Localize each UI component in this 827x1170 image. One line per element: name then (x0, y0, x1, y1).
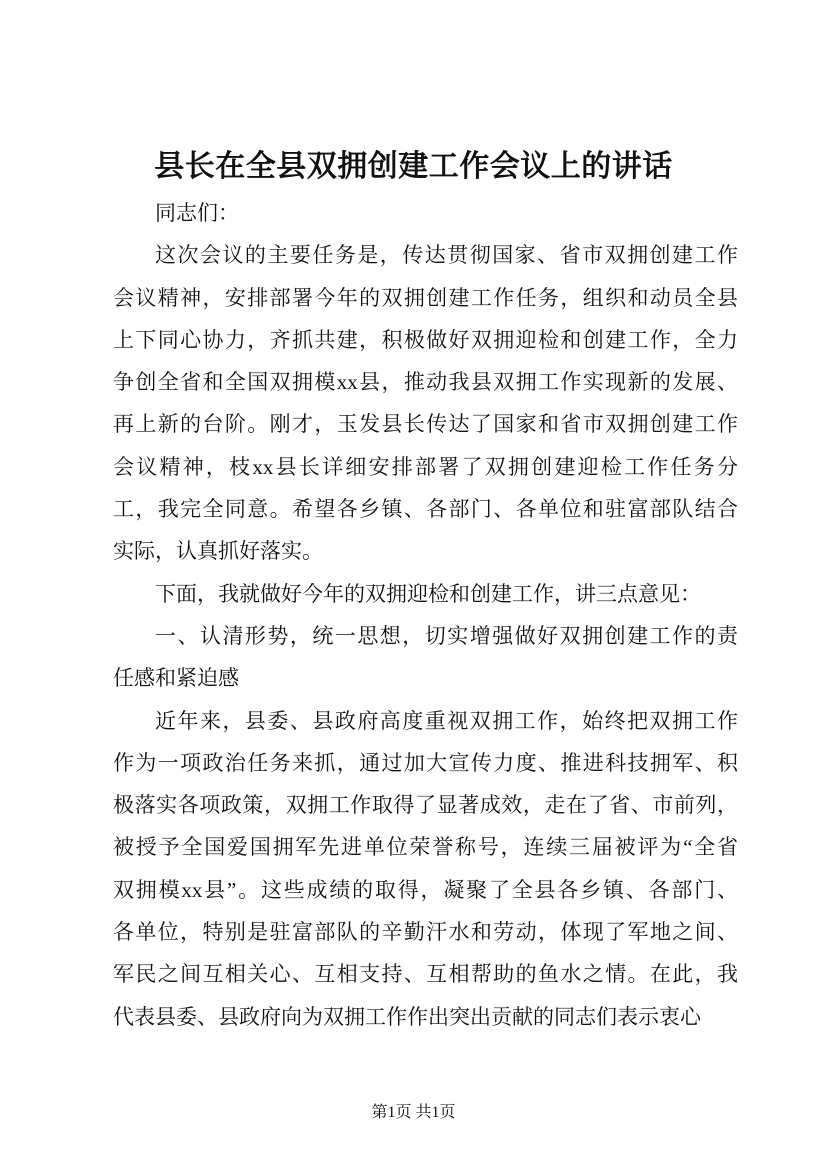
paragraph (113, 700, 738, 1038)
paragraph (113, 615, 738, 700)
text-line: 各单位，特别是驻富部队的辛勤汗水和劳动，体现了军地之间、 (113, 920, 738, 945)
text-line: 一、认清形势，统一思想，切实增强做好双拥创建工作的责 (155, 623, 738, 648)
paragraph (113, 192, 738, 234)
text-line: 同志们： (155, 201, 239, 225)
text-line: 会议精神，安排部署今年的双拥创建工作任务，组织和动员全县 (113, 285, 738, 310)
text-line: 再上新的台阶。刚才，玉发县长传达了国家和省市双拥创建工作 (113, 412, 738, 437)
text-line: 实际，认真抓好落实。 (113, 539, 323, 564)
text-line: 工，我完全同意。希望各乡镇、各部门、各单位和驻富部队结合 (113, 497, 738, 522)
paragraph (113, 234, 738, 572)
text-line: 会议精神，枝xx县长详细安排部署了双拥创建迎检工作任务分 (113, 454, 738, 479)
text-line: 下面，我就做好今年的双拥迎检和创建工作，讲三点意见： (155, 581, 701, 606)
text-line: 双拥模xx县”。这些成绩的取得，凝聚了全县各乡镇、各部门、 (113, 877, 738, 902)
page-footer: 第1页 共1页 (371, 1104, 456, 1121)
text-line: 这次会议的主要任务是，传达贯彻国家、省市双拥创建工作 (155, 243, 738, 268)
text-line: 极落实各项政策，双拥工作取得了显著成效，走在了省、市前列， (113, 793, 738, 818)
text-line: 作为一项政治任务来抓，通过加大宣传力度、推进科技拥军、积 (113, 750, 738, 775)
text-line: 任感和紧迫感 (113, 666, 239, 691)
text-line: 被授予全国爱国拥军先进单位荣誉称号，连续三届被评为“全省 (113, 835, 738, 860)
paragraph (113, 573, 738, 615)
text-line: 近年来，县委、县政府高度重视双拥工作，始终把双拥工作 (155, 708, 738, 733)
text-line: 代表县委、县政府向为双拥工作作出突出贡献的同志们表示衷心 (113, 1004, 701, 1029)
text-line: 上下同心协力，齐抓共建，积极做好双拥迎检和创建工作，全力 (113, 327, 738, 352)
document-title: 县长在全县双拥创建工作会议上的讲话 (154, 150, 673, 183)
document-body (113, 192, 738, 1038)
text-line: 军民之间互相关心、互相支持、互相帮助的鱼水之情。在此，我 (113, 962, 738, 987)
text-line: 争创全省和全国双拥模xx县，推动我县双拥工作实现新的发展、 (113, 370, 738, 395)
